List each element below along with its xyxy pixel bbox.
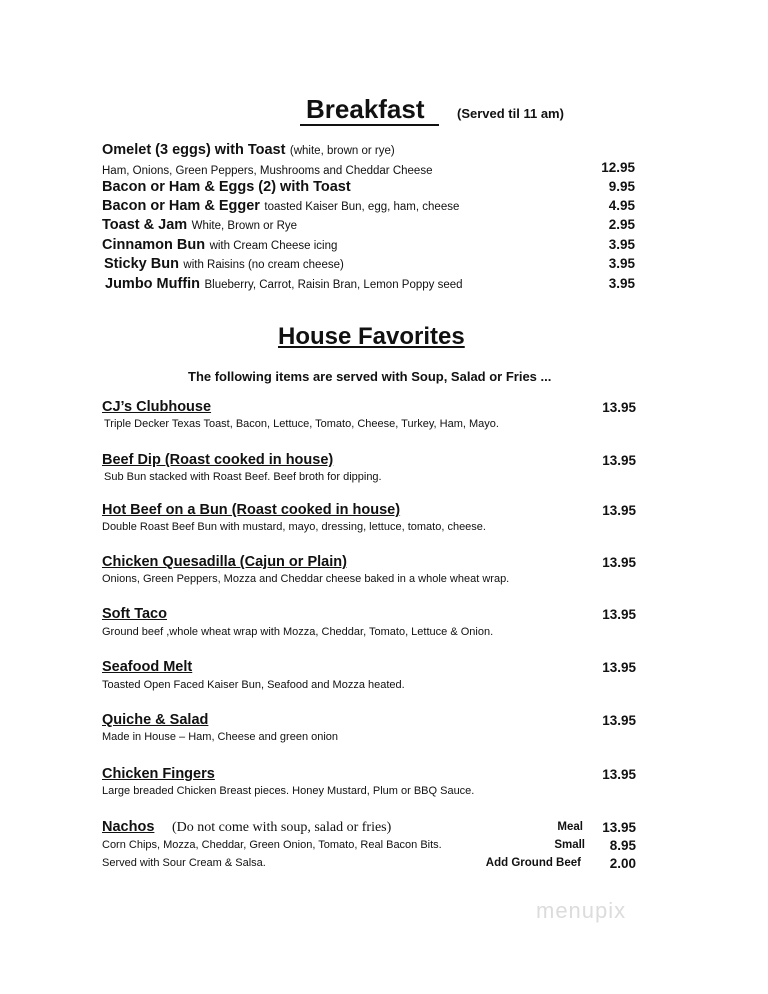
menu-item-desc: Made in House – Ham, Cheese and green onion	[102, 731, 339, 743]
menu-item-desc: Double Roast Beef Bun with mustard, mayo, dressing, lettuce, tomato, cheese.	[102, 521, 486, 533]
menu-item-name: Seafood Melt	[102, 659, 193, 675]
nachos-desc: Corn Chips, Mozza, Cheddar, Green Onion, Tomato, Real Bacon Bits.	[102, 839, 442, 851]
item-desc: Ham, Onions, Green Peppers, Mushrooms and Cheddar Cheese	[102, 165, 433, 177]
menu-item-name: Chicken Quesadilla (Cajun or Plain)	[102, 554, 347, 570]
item-name: Cinnamon Bun	[102, 237, 206, 253]
breakfast-item	[102, 216, 297, 234]
item-desc: (white, brown or rye)	[289, 145, 395, 157]
menu-item-desc: Large breaded Chicken Breast pieces. Honey Mustard, Plum or BBQ Sauce.	[102, 785, 475, 797]
item-name: Jumbo Muffin	[105, 276, 201, 292]
nachos-desc: Served with Sour Cream & Salsa.	[102, 857, 266, 869]
menu-item-name: Quiche & Salad	[102, 712, 209, 728]
menu-item-desc: Triple Decker Texas Toast, Bacon, Lettuce, Tomato, Cheese, Turkey, Ham, Mayo.	[104, 418, 499, 430]
menu-item-price: 13.95	[602, 453, 636, 468]
menu-item-price: 13.95	[602, 713, 636, 728]
item-desc: with Raisins (no cream cheese)	[183, 259, 344, 271]
nachos-option-price: 8.95	[609, 838, 636, 853]
item-name: Bacon or Ham & Eggs (2) with Toast	[102, 179, 351, 195]
item-price: 3.95	[608, 237, 635, 252]
nachos-option-label: Add Ground Beef	[485, 857, 581, 869]
item-price: 3.95	[608, 276, 635, 291]
menu-item-price: 13.95	[602, 607, 636, 622]
item-price: 4.95	[608, 198, 635, 213]
item-price: 9.95	[608, 179, 635, 194]
item-price: 12.95	[601, 160, 635, 175]
menu-item-price: 13.95	[602, 400, 636, 415]
nachos-option-price: 2.00	[609, 856, 636, 871]
menu-item-name: Beef Dip (Roast cooked in house)	[102, 452, 334, 468]
breakfast-item	[104, 255, 344, 273]
breakfast-item	[105, 275, 463, 293]
item-name: Bacon or Ham & Egger	[102, 198, 260, 214]
house-title: House Favorites	[278, 323, 465, 350]
breakfast-item	[102, 197, 459, 215]
nachos-note: (Do not come with soup, salad or fries)	[172, 820, 392, 835]
watermark: menupix	[536, 898, 627, 923]
item-price: 3.95	[608, 256, 635, 271]
menu-item-desc: Ground beef ,whole wheat wrap with Mozza, Cheddar, Tomato, Lettuce & Onion.	[102, 626, 494, 638]
item-name: Sticky Bun	[104, 256, 179, 272]
menu-item-name: Hot Beef on a Bun (Roast cooked in house)	[102, 502, 401, 518]
item-name: Toast & Jam	[102, 217, 188, 233]
menu-item-price: 13.95	[602, 555, 636, 570]
item-price: 2.95	[608, 217, 635, 232]
breakfast-item	[102, 236, 337, 254]
item-desc: toasted Kaiser Bun, egg, ham, cheese	[264, 201, 460, 213]
item-desc: with Cream Cheese icing	[209, 240, 338, 252]
menu-item-name: Chicken Fingers	[102, 766, 215, 782]
nachos-option-price: 13.95	[602, 820, 636, 835]
menu-item-price: 13.95	[602, 767, 636, 782]
menu-item-desc: Onions, Green Peppers, Mozza and Cheddar cheese baked in a whole wheat wrap.	[102, 573, 510, 585]
breakfast-item	[102, 178, 351, 196]
item-desc: White, Brown or Rye	[191, 220, 298, 232]
breakfast-item	[102, 161, 432, 179]
item-desc: Blueberry, Carrot, Raisin Bran, Lemon Poppy seed	[204, 279, 463, 291]
item-name: Omelet (3 eggs) with Toast	[102, 142, 286, 158]
nachos-name: Nachos	[102, 819, 155, 835]
breakfast-title: Breakfast	[306, 94, 425, 124]
breakfast-item	[102, 141, 395, 159]
menu-item-name: Soft Taco	[102, 606, 167, 622]
nachos-option-label: Small	[554, 839, 585, 851]
menu-item-desc: Sub Bun stacked with Roast Beef. Beef broth for dipping.	[104, 471, 382, 483]
menu-item-price: 13.95	[602, 503, 636, 518]
nachos-option-label: Meal	[557, 821, 583, 833]
house-intro: The following items are served with Soup, Salad or Fries ...	[188, 369, 552, 384]
breakfast-note: (Served til 11 am)	[457, 106, 564, 121]
menu-item-price: 13.95	[602, 660, 636, 675]
breakfast-header	[300, 94, 439, 126]
menu-item-name: CJ’s Clubhouse	[102, 399, 212, 415]
menu-item-desc: Toasted Open Faced Kaiser Bun, Seafood and Mozza heated.	[102, 679, 405, 691]
